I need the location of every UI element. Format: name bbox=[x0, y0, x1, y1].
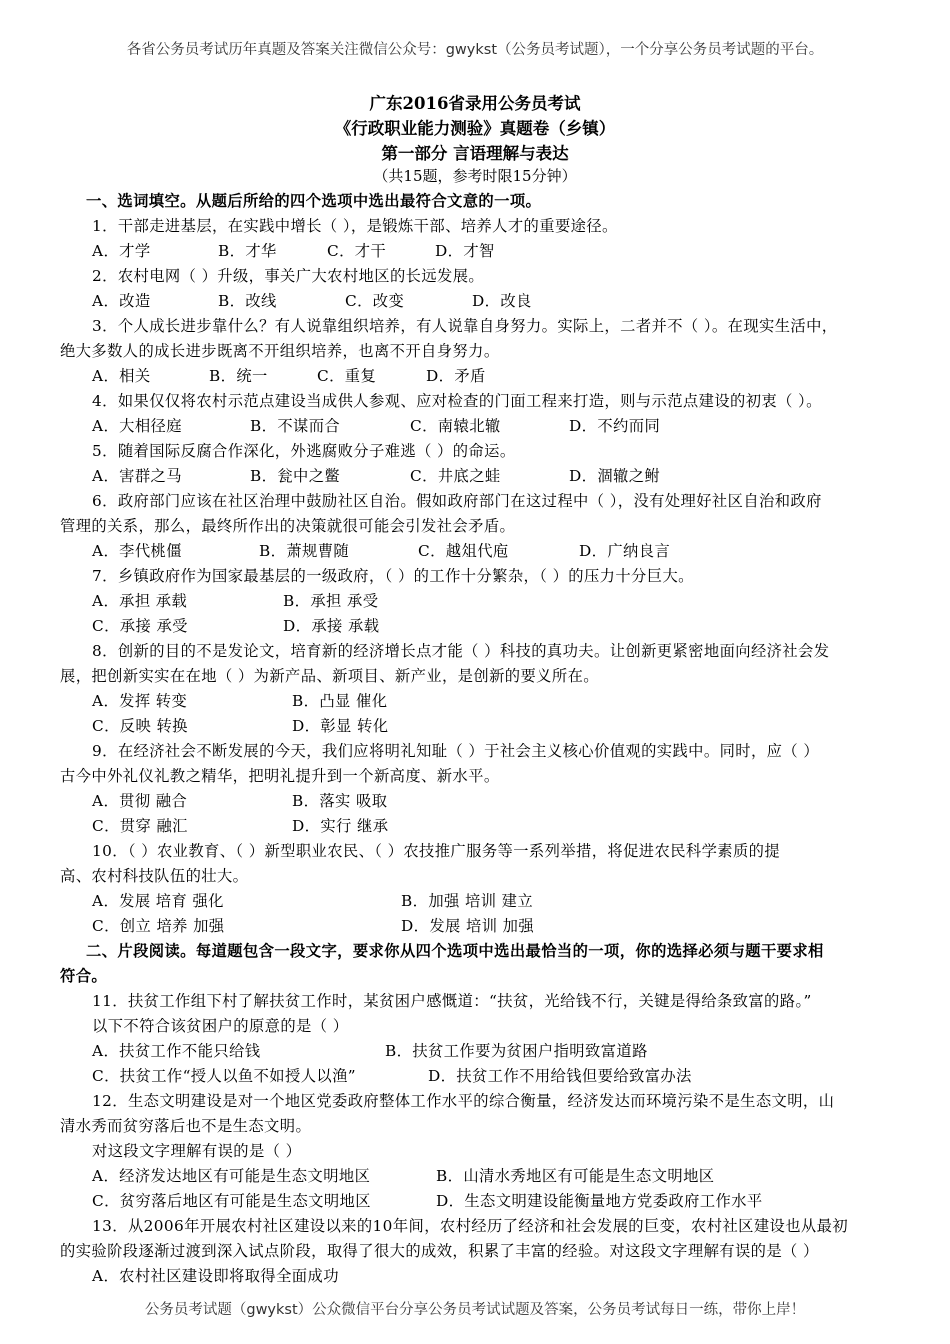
q3-option-a: A．相关 bbox=[92, 367, 151, 385]
q10-stem-cont: 高、农村科技队伍的壮大。 bbox=[60, 867, 249, 885]
q11-stem: 11．扶贫工作组下村了解扶贫工作时，某贫困户感慨道：“扶贫，光给钱不行，关键是得给条致富的路。” bbox=[92, 992, 812, 1010]
section1-heading: 一、选词填空。从题后所给的四个选项中选出最符合文意的一项。 bbox=[86, 192, 542, 210]
q1-option-b: B．才华 bbox=[218, 242, 277, 260]
q4-option-b: B．不谋而合 bbox=[250, 417, 341, 435]
q2-option-c: C．改变 bbox=[345, 292, 405, 310]
q3-option-b: B．统一 bbox=[209, 367, 268, 385]
q5-option-c: C．井底之蛙 bbox=[410, 467, 501, 485]
q8-option-a: A．发挥 转变 bbox=[92, 692, 188, 710]
q9-option-d: D．实行 继承 bbox=[292, 817, 389, 835]
q9-option-a: A．贯彻 融合 bbox=[92, 792, 188, 810]
q7-option-b: B．承担 承受 bbox=[283, 592, 379, 610]
q13-option-a: A．农村社区建设即将取得全面成功 bbox=[92, 1267, 339, 1285]
exam-subtitle: 《行政职业能力测验》真题卷（乡镇） bbox=[334, 119, 616, 138]
q3-option-c: C．重复 bbox=[317, 367, 377, 385]
q8-stem-cont: 展，把创新实实在在地（ ）为新产品、新项目、新产业，是创新的要义所在。 bbox=[60, 667, 599, 685]
q11-option-d: D．扶贫工作不用给钱但要给致富办法 bbox=[428, 1067, 692, 1085]
q2-option-b: B．改线 bbox=[218, 292, 277, 310]
q10-option-d: D．发展 培训 加强 bbox=[401, 917, 535, 935]
q6-option-d: D．广纳良言 bbox=[579, 542, 671, 560]
q9-option-b: B．落实 吸取 bbox=[292, 792, 388, 810]
q1-option-d: D．才智 bbox=[435, 242, 495, 260]
section2-heading: 二、片段阅读。每道题包含一段文字，要求你从四个选项中选出最恰当的一项，你的选择必须与题干要求相 bbox=[86, 942, 824, 960]
q7-option-d: D．承接 承载 bbox=[283, 617, 380, 635]
q13-stem-cont: 的实验阶段逐渐过渡到深入试点阶段，取得了很大的成效，积累了丰富的经验。对这段文字理解有误的是（ ） bbox=[60, 1242, 819, 1260]
q12-stem-cont: 清水秀而贫穷落后也不是生态文明。 bbox=[60, 1117, 312, 1135]
q10-option-a: A．发展 培育 强化 bbox=[92, 892, 224, 910]
q5-stem: 5．随着国际反腐合作深化，外逃腐败分子难逃（ ）的命运。 bbox=[92, 442, 516, 460]
q10-stem: 10．（ ）农业教育、（ ）新型职业农民、（ ）农技推广服务等一系列举措，将促进农民科学素质的提 bbox=[92, 842, 781, 860]
q6-stem-cont: 管理的关系，那么，最终所作出的决策就很可能会引发社会矛盾。 bbox=[60, 517, 516, 535]
q2-stem: 2．农村电网（ ）升级，事关广大农村地区的长远发展。 bbox=[92, 267, 485, 285]
q9-option-c: C．贯穿 融汇 bbox=[92, 817, 188, 835]
q9-stem-cont: 古今中外礼仪礼教之精华，把明礼提升到一个新高度、新水平。 bbox=[60, 767, 500, 785]
q11-option-b: B．扶贫工作要为贫困户指明致富道路 bbox=[385, 1042, 648, 1060]
header-note: 各省公务员考试历年真题及答案关注微信公众号：gwykst（公务员考试题），一个分享公务员考试题的平台。 bbox=[126, 42, 824, 58]
q4-option-a: A．大相径庭 bbox=[92, 417, 182, 435]
q11-question: 以下不符合该贫困户的原意的是（ ） bbox=[92, 1017, 349, 1035]
q1-option-c: C．才干 bbox=[327, 242, 387, 260]
q1-option-a: A．才学 bbox=[92, 242, 151, 260]
q3-option-d: D．矛盾 bbox=[426, 367, 486, 385]
q13-stem: 13．从2006年开展农村社区建设以来的10年间，农村经历了经济和社会发展的巨变，农村社区建设也从最初 bbox=[92, 1217, 849, 1235]
q8-option-d: D．彰显 转化 bbox=[292, 717, 389, 735]
q2-option-d: D．改良 bbox=[472, 292, 532, 310]
q6-stem: 6．政府部门应该在社区治理中鼓励社区自治。假如政府部门在这过程中（ ），没有处理好社区自治和政府 bbox=[92, 492, 822, 510]
q4-option-c: C．南辕北辙 bbox=[410, 417, 501, 435]
q7-stem: 7．乡镇政府作为国家最基层的一级政府，（ ）的工作十分繁杂，（ ）的压力十分巨大。 bbox=[92, 567, 694, 585]
q2-option-a: A．改造 bbox=[92, 292, 151, 310]
q3-stem: 3．个人成长进步靠什么？有人说靠组织培养，有人说靠自身努力。实际上，二者并不（ ）。在现实生活中， bbox=[92, 317, 838, 335]
q10-option-c: C．创立 培养 加强 bbox=[92, 917, 225, 935]
q6-option-c: C．越俎代庖 bbox=[418, 542, 509, 560]
q12-option-b: B．山清水秀地区有可能是生态文明地区 bbox=[436, 1167, 715, 1185]
q9-stem: 9．在经济社会不断发展的今天，我们应将明礼知耻（ ）于社会主义核心价值观的实践中。同时，应（ ） bbox=[92, 742, 820, 760]
exam-title: 广东2016省录用公务员考试 bbox=[369, 94, 581, 113]
part-title: 第一部分 言语理解与表达 bbox=[381, 144, 569, 163]
section2-heading-cont: 符合。 bbox=[60, 967, 108, 985]
q4-option-d: D．不约而同 bbox=[569, 417, 661, 435]
q12-stem: 12．生态文明建设是对一个地区党委政府整体工作水平的综合衡量，经济发达而环境污染不是生态文明，山 bbox=[92, 1092, 835, 1110]
q10-option-b: B．加强 培训 建立 bbox=[401, 892, 534, 910]
q11-option-c: C．扶贫工作“授人以鱼不如授人以渔” bbox=[92, 1067, 356, 1085]
q7-option-c: C．承接 承受 bbox=[92, 617, 188, 635]
footer-note: 公务员考试题（gwykst）公众微信平台分享公务员考试试题及答案，公务员考试每日一练，带你上岸！ bbox=[144, 1302, 806, 1318]
q5-option-b: B．瓮中之鳖 bbox=[250, 467, 341, 485]
q1-stem: 1．干部走进基层，在实践中增长（ ），是锻炼干部、培养人才的重要途径。 bbox=[92, 217, 618, 235]
q5-option-d: D．涸辙之鲋 bbox=[569, 467, 661, 485]
q11-option-a: A．扶贫工作不能只给钱 bbox=[92, 1042, 261, 1060]
q12-question: 对这段文字理解有误的是（ ） bbox=[92, 1142, 302, 1160]
q12-option-c: C．贫穷落后地区有可能是生态文明地区 bbox=[92, 1192, 371, 1210]
q7-option-a: A．承担 承载 bbox=[92, 592, 188, 610]
time-limit-note: （共15题，参考时限15分钟） bbox=[373, 167, 577, 185]
q12-option-d: D．生态文明建设能衡量地方党委政府工作水平 bbox=[436, 1192, 763, 1210]
q3-stem-cont: 绝大多数人的成长进步既离不开组织培养，也离不开自身努力。 bbox=[60, 342, 500, 360]
q5-option-a: A．害群之马 bbox=[92, 467, 182, 485]
q6-option-a: A．李代桃僵 bbox=[92, 542, 182, 560]
q8-stem: 8．创新的目的不是发论文，培育新的经济增长点才能（ ）科技的真功夫。让创新更紧密地面向经济社会发 bbox=[92, 642, 830, 660]
q8-option-c: C．反映 转换 bbox=[92, 717, 188, 735]
q4-stem: 4．如果仅仅将农村示范点建设当成供人参观、应对检查的门面工程来打造，则与示范点建设的初衷（ ）。 bbox=[92, 392, 822, 410]
q8-option-b: B．凸显 催化 bbox=[292, 692, 388, 710]
q6-option-b: B．萧规曹随 bbox=[259, 542, 350, 560]
q12-option-a: A．经济发达地区有可能是生态文明地区 bbox=[92, 1167, 371, 1185]
